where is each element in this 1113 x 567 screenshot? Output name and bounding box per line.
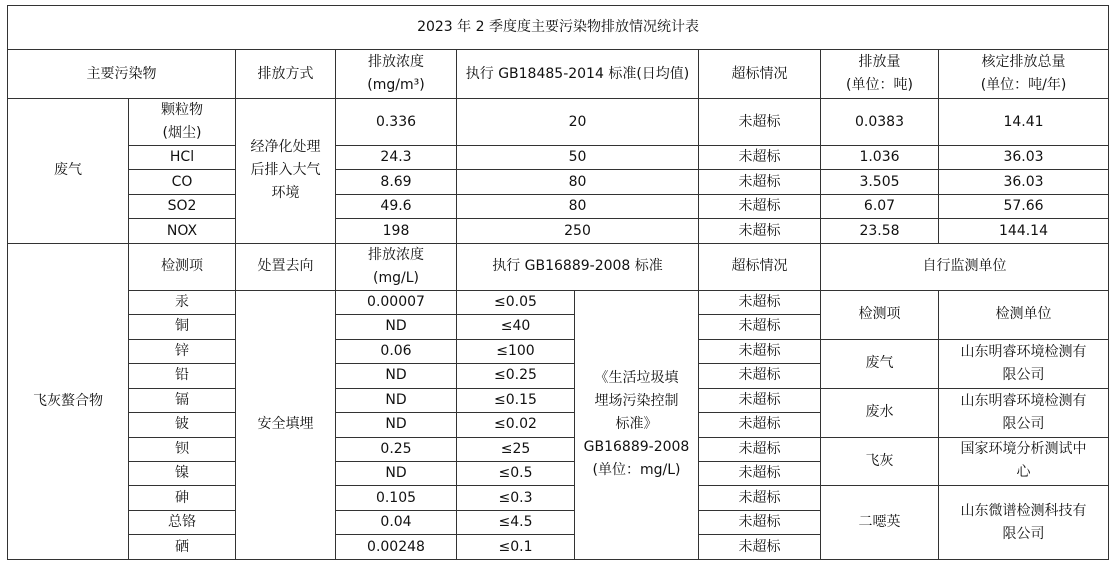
air-item: HCl bbox=[129, 146, 236, 170]
ash-concentration: 0.25 bbox=[336, 437, 457, 461]
air-standard: 250 bbox=[457, 219, 699, 243]
header-standard: 执行 GB18485-2014 标准(日均值) bbox=[457, 50, 699, 99]
ash-item: 总铬 bbox=[129, 510, 236, 534]
air-item: SO2 bbox=[129, 194, 236, 218]
monitor-item: 二噁英 bbox=[821, 486, 939, 560]
ash-item: 铍 bbox=[129, 413, 236, 437]
table-title: 2023 年 2 季度度主要污染物排放情况统计表 bbox=[8, 6, 1109, 50]
air-standard: 80 bbox=[457, 194, 699, 218]
ash-disposal: 安全填埋 bbox=[236, 290, 336, 559]
ash-limit: ≤0.1 bbox=[457, 535, 575, 560]
ash-status: 未超标 bbox=[699, 290, 821, 314]
ash-limit: ≤0.25 bbox=[457, 364, 575, 388]
table-row bbox=[8, 194, 1109, 218]
table-row bbox=[8, 146, 1109, 170]
ash-item: 钡 bbox=[129, 437, 236, 461]
air-header-row bbox=[8, 50, 1109, 99]
ash-concentration: ND bbox=[336, 315, 457, 339]
ash-item: 锌 bbox=[129, 339, 236, 363]
ash-concentration: ND bbox=[336, 413, 457, 437]
air-item: CO bbox=[129, 170, 236, 194]
ash-limit: ≤25 bbox=[457, 437, 575, 461]
air-total: 14.41 bbox=[939, 99, 1109, 146]
ash-header-row bbox=[8, 243, 1109, 290]
air-status: 未超标 bbox=[699, 99, 821, 146]
table-row bbox=[8, 170, 1109, 194]
ash-header-exceed: 超标情况 bbox=[699, 243, 821, 290]
ash-status: 未超标 bbox=[699, 510, 821, 534]
header-total: 核定排放总量 (单位：吨/年) bbox=[939, 50, 1109, 99]
ash-item: 镍 bbox=[129, 461, 236, 485]
ash-concentration: ND bbox=[336, 364, 457, 388]
ash-limit: ≤0.05 bbox=[457, 290, 575, 314]
table-row bbox=[8, 437, 1109, 461]
ash-limit: ≤100 bbox=[457, 339, 575, 363]
monitor-item: 飞灰 bbox=[821, 437, 939, 486]
monitor-unit: 山东明睿环境检测有 限公司 bbox=[939, 339, 1109, 388]
ash-concentration: ND bbox=[336, 388, 457, 412]
monitor-header-item: 检测项 bbox=[821, 290, 939, 339]
ash-limit: ≤0.15 bbox=[457, 388, 575, 412]
ash-item: 镉 bbox=[129, 388, 236, 412]
ash-status: 未超标 bbox=[699, 461, 821, 485]
ash-status: 未超标 bbox=[699, 535, 821, 560]
air-total: 57.66 bbox=[939, 194, 1109, 218]
category-air: 废气 bbox=[8, 99, 129, 244]
ash-header-disposal: 处置去向 bbox=[236, 243, 336, 290]
header-method: 排放方式 bbox=[236, 50, 336, 99]
ash-limit: ≤0.5 bbox=[457, 461, 575, 485]
ash-item: 汞 bbox=[129, 290, 236, 314]
ash-header-monitor: 自行监测单位 bbox=[821, 243, 1109, 290]
air-standard: 20 bbox=[457, 99, 699, 146]
ash-item: 铜 bbox=[129, 315, 236, 339]
header-exceed: 超标情况 bbox=[699, 50, 821, 99]
air-concentration: 49.6 bbox=[336, 194, 457, 218]
ash-item: 硒 bbox=[129, 535, 236, 560]
air-total: 36.03 bbox=[939, 146, 1109, 170]
monitor-unit: 山东微谱检测科技有 限公司 bbox=[939, 486, 1109, 560]
air-amount: 1.036 bbox=[821, 146, 939, 170]
air-item: 颗粒物 (烟尘) bbox=[129, 99, 236, 146]
pollutant-emission-table bbox=[7, 5, 1109, 560]
air-amount: 23.58 bbox=[821, 219, 939, 243]
ash-item: 砷 bbox=[129, 486, 236, 510]
ash-status: 未超标 bbox=[699, 388, 821, 412]
ash-limit: ≤0.3 bbox=[457, 486, 575, 510]
ash-concentration: 0.105 bbox=[336, 486, 457, 510]
ash-header-concentration: 排放浓度 (mg/L) bbox=[336, 243, 457, 290]
air-total: 144.14 bbox=[939, 219, 1109, 243]
table-row bbox=[8, 388, 1109, 412]
table-row bbox=[8, 339, 1109, 363]
ash-header-standard: 执行 GB16889-2008 标准 bbox=[457, 243, 699, 290]
air-concentration: 8.69 bbox=[336, 170, 457, 194]
ash-status: 未超标 bbox=[699, 364, 821, 388]
table-row bbox=[8, 99, 1109, 146]
header-amount: 排放量 (单位：吨) bbox=[821, 50, 939, 99]
ash-status: 未超标 bbox=[699, 486, 821, 510]
air-status: 未超标 bbox=[699, 146, 821, 170]
ash-status: 未超标 bbox=[699, 315, 821, 339]
header-pollutant: 主要污染物 bbox=[8, 50, 236, 99]
ash-concentration: 0.00007 bbox=[336, 290, 457, 314]
monitor-item: 废水 bbox=[821, 388, 939, 437]
table-row bbox=[8, 219, 1109, 243]
ash-limit: ≤4.5 bbox=[457, 510, 575, 534]
ash-limit: ≤40 bbox=[457, 315, 575, 339]
ash-status: 未超标 bbox=[699, 339, 821, 363]
ash-status: 未超标 bbox=[699, 437, 821, 461]
category-fly-ash: 飞灰螯合物 bbox=[8, 243, 129, 559]
table-row bbox=[8, 486, 1109, 510]
ash-status: 未超标 bbox=[699, 413, 821, 437]
monitor-item: 废气 bbox=[821, 339, 939, 388]
ash-standard-note: 《生活垃圾填 埋场污染控制 标准》 GB16889-2008 (单位：mg/L) bbox=[575, 290, 699, 559]
air-concentration: 198 bbox=[336, 219, 457, 243]
ash-concentration: 0.06 bbox=[336, 339, 457, 363]
air-amount: 0.0383 bbox=[821, 99, 939, 146]
header-concentration: 排放浓度 (mg/m³) bbox=[336, 50, 457, 99]
monitor-header-unit: 检测单位 bbox=[939, 290, 1109, 339]
air-item: NOX bbox=[129, 219, 236, 243]
air-amount: 6.07 bbox=[821, 194, 939, 218]
air-amount: 3.505 bbox=[821, 170, 939, 194]
monitor-unit: 山东明睿环境检测有 限公司 bbox=[939, 388, 1109, 437]
air-standard: 50 bbox=[457, 146, 699, 170]
ash-concentration: 0.00248 bbox=[336, 535, 457, 560]
air-standard: 80 bbox=[457, 170, 699, 194]
air-status: 未超标 bbox=[699, 194, 821, 218]
table-row bbox=[8, 290, 1109, 314]
air-method: 经净化处理 后排入大气 环境 bbox=[236, 99, 336, 244]
air-total: 36.03 bbox=[939, 170, 1109, 194]
air-status: 未超标 bbox=[699, 219, 821, 243]
air-concentration: 0.336 bbox=[336, 99, 457, 146]
ash-limit: ≤0.02 bbox=[457, 413, 575, 437]
monitor-unit: 国家环境分析测试中 心 bbox=[939, 437, 1109, 486]
air-concentration: 24.3 bbox=[336, 146, 457, 170]
ash-header-item: 检测项 bbox=[129, 243, 236, 290]
air-status: 未超标 bbox=[699, 170, 821, 194]
ash-concentration: ND bbox=[336, 461, 457, 485]
ash-concentration: 0.04 bbox=[336, 510, 457, 534]
ash-item: 铅 bbox=[129, 364, 236, 388]
